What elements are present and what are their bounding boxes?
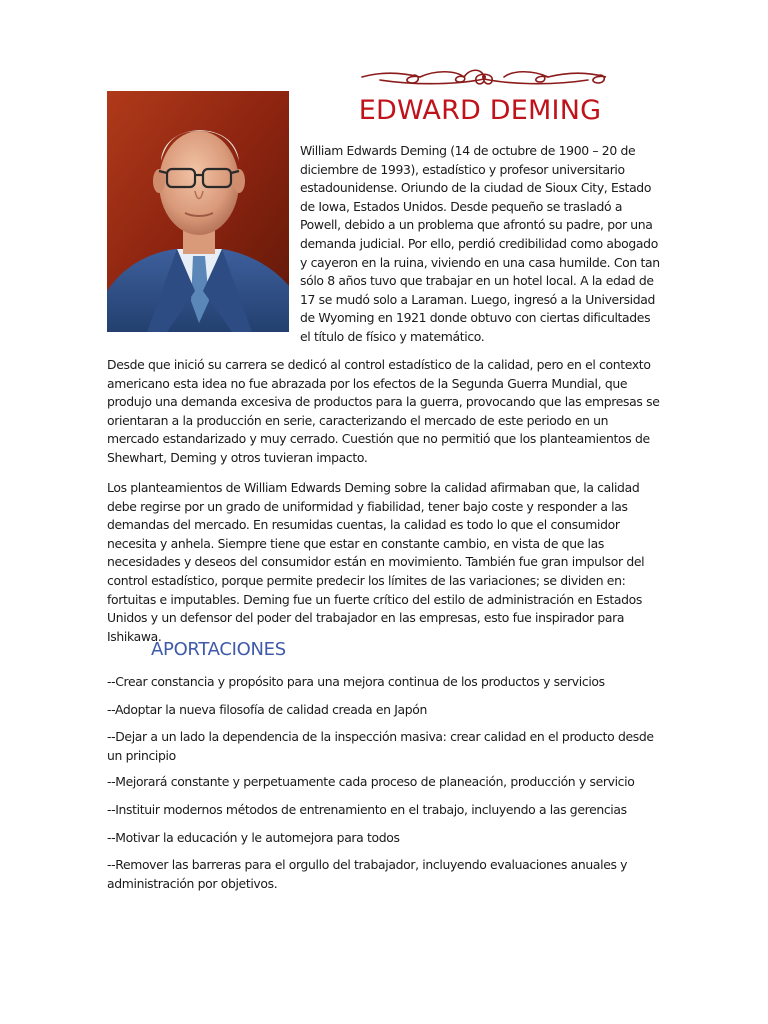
- portrait-photo: [107, 91, 289, 332]
- page-title: EDWARD DEMING: [358, 95, 602, 126]
- decorative-divider-icon: [360, 64, 608, 90]
- intro-paragraph: William Edwards Deming (14 de octubre de 1900 – 20 de diciembre de 1993), estadístico y profesor universitario estadounidense. Oriundo de la ciudad de Sioux City, Estado de Iowa, Estados Unidos. Desde pequeño se trasladó a Powell, debido a un problema que afrontó su padre, por una demanda judicial. Por ello, perdió credibilidad como abogado y cayeron en la ruina, viviendo en una casa humilde. Con tan sólo 8 años tuvo que trabajar en un hotel local. A la edad de 17 se mudó solo a Laraman. Luego, ingresó a la Universidad de Wyoming en 1921 donde obtuvo con ciertas dificultades el título de físico y matemático.: [300, 143, 660, 344]
- body-paragraph: Los planteamientos de William Edwards Deming sobre la calidad afirmaban que, la calidad debe regirse por un grado de uniformidad y fiabilidad, tener bajo coste y responder a las demandas del mercado. En resumidas cuentas, la calidad es todo lo que el consumidor necesita y anhela. Siempre tiene que estar en constante cambio, en vista de que las necesidades y deseos del consumidor están en movimiento. También fue gran impulsor del control estadístico, porque permite predecir los límites de las variaciones; se dividen en: fortuitas e imputables. Deming fue un fuerte crítico del estilo de administración en Estados Unidos y un defensor del poder del trabajador en las empresas, esto fue inspirador para Ishikawa.: [107, 480, 645, 644]
- contribution-item: --Instituir modernos métodos de entrenamiento en el trabajo, incluyendo a las gerencias: [107, 802, 627, 817]
- contribution-item: --Mejorará constante y perpetuamente cada proceso de planeación, producción y servicio: [107, 774, 635, 789]
- contribution-item: --Motivar la educación y le automejora para todos: [107, 830, 400, 845]
- contribution-item: --Remover las barreras para el orgullo del trabajador, incluyendo evaluaciones anuales y administración por objetivos.: [107, 857, 628, 891]
- body-paragraph: Desde que inició su carrera se dedicó al control estadístico de la calidad, pero en el contexto americano esta idea no fue abrazada por los efectos de la Segunda Guerra Mundial, que produjo una demanda excesiva de productos para la guerra, provocando que las empresas se orientaran a la producción en serie, caracterizando el mercado de este periodo en un mercado estandarizado y muy cerrado. Cuestión que no permitió que los planteamientos de Shewhart, Deming y otros tuvieran impacto.: [107, 357, 660, 465]
- contribution-item: --Dejar a un lado la dependencia de la inspección masiva: crear calidad en el producto desde un principio: [107, 729, 654, 763]
- section-heading: APORTACIONES: [151, 639, 286, 660]
- contribution-item: --Crear constancia y propósito para una mejora continua de los productos y servicios: [107, 674, 605, 689]
- contribution-item: --Adoptar la nueva filosofía de calidad creada en Japón: [107, 702, 428, 717]
